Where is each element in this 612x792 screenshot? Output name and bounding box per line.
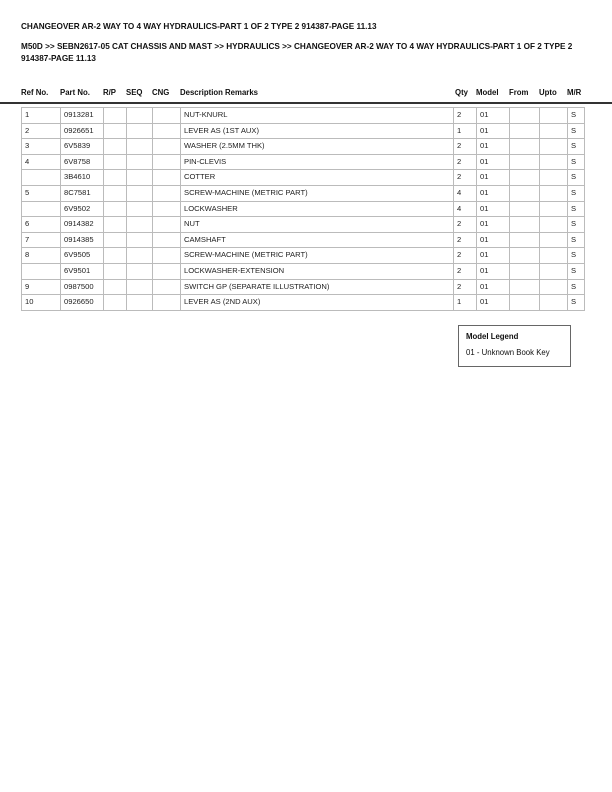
cell-mr: S — [568, 201, 585, 217]
cell-qty: 2 — [454, 139, 477, 155]
cell-part-no: 6V5839 — [61, 139, 104, 155]
parts-table — [21, 107, 585, 311]
cell-model: 01 — [477, 217, 510, 233]
cell-rp — [104, 263, 127, 279]
cell-qty: 2 — [454, 217, 477, 233]
cell-model: 01 — [477, 185, 510, 201]
cell-rp — [104, 201, 127, 217]
cell-description: SCREW-MACHINE (METRIC PART) — [181, 185, 454, 201]
cell-rp — [104, 248, 127, 264]
table-row — [22, 263, 585, 279]
cell-ref-no: 6 — [22, 217, 61, 233]
cell-cng — [153, 217, 181, 233]
cell-qty: 2 — [454, 248, 477, 264]
cell-rp — [104, 154, 127, 170]
cell-from — [510, 170, 540, 186]
cell-description: LOCKWASHER — [181, 201, 454, 217]
cell-mr: S — [568, 263, 585, 279]
cell-mr: S — [568, 108, 585, 124]
column-header-from: From — [509, 88, 529, 97]
table-row — [22, 139, 585, 155]
cell-cng — [153, 154, 181, 170]
cell-upto — [540, 154, 568, 170]
cell-part-no: 0987500 — [61, 279, 104, 295]
cell-mr: S — [568, 217, 585, 233]
cell-from — [510, 217, 540, 233]
cell-qty: 4 — [454, 185, 477, 201]
cell-qty: 2 — [454, 263, 477, 279]
legend-title: Model Legend — [466, 332, 519, 341]
cell-part-no: 0914385 — [61, 232, 104, 248]
column-header-ref-no: Ref No. — [21, 88, 49, 97]
cell-from — [510, 108, 540, 124]
cell-ref-no — [22, 201, 61, 217]
cell-seq — [127, 123, 153, 139]
cell-description: LEVER AS (2ND AUX) — [181, 295, 454, 311]
column-header-part-no: Part No. — [60, 88, 90, 97]
cell-rp — [104, 108, 127, 124]
cell-model: 01 — [477, 295, 510, 311]
cell-upto — [540, 123, 568, 139]
cell-from — [510, 201, 540, 217]
cell-rp — [104, 185, 127, 201]
cell-mr: S — [568, 232, 585, 248]
cell-model: 01 — [477, 123, 510, 139]
cell-from — [510, 295, 540, 311]
cell-model: 01 — [477, 139, 510, 155]
cell-description: NUT-KNURL — [181, 108, 454, 124]
cell-part-no: 6V9502 — [61, 201, 104, 217]
cell-model: 01 — [477, 263, 510, 279]
cell-part-no: 0914382 — [61, 217, 104, 233]
cell-ref-no — [22, 263, 61, 279]
legend-entry: 01 - Unknown Book Key — [466, 348, 550, 357]
table-row — [22, 232, 585, 248]
cell-ref-no: 5 — [22, 185, 61, 201]
cell-cng — [153, 232, 181, 248]
cell-seq — [127, 217, 153, 233]
cell-qty: 1 — [454, 123, 477, 139]
cell-upto — [540, 295, 568, 311]
cell-ref-no: 10 — [22, 295, 61, 311]
cell-upto — [540, 248, 568, 264]
cell-qty: 2 — [454, 154, 477, 170]
cell-model: 01 — [477, 108, 510, 124]
cell-from — [510, 248, 540, 264]
cell-mr: S — [568, 248, 585, 264]
cell-qty: 2 — [454, 232, 477, 248]
cell-mr: S — [568, 279, 585, 295]
cell-qty: 2 — [454, 108, 477, 124]
column-header-upto: Upto — [539, 88, 557, 97]
cell-part-no: 0913281 — [61, 108, 104, 124]
cell-model: 01 — [477, 279, 510, 295]
header-divider — [0, 102, 612, 104]
cell-cng — [153, 108, 181, 124]
cell-description: SWITCH GP (SEPARATE ILLUSTRATION) — [181, 279, 454, 295]
cell-ref-no — [22, 170, 61, 186]
cell-seq — [127, 232, 153, 248]
table-row — [22, 217, 585, 233]
model-legend — [458, 325, 571, 367]
cell-part-no: 0926651 — [61, 123, 104, 139]
cell-seq — [127, 279, 153, 295]
cell-part-no: 6V9505 — [61, 248, 104, 264]
cell-cng — [153, 123, 181, 139]
cell-ref-no: 4 — [22, 154, 61, 170]
cell-model: 01 — [477, 154, 510, 170]
cell-mr: S — [568, 295, 585, 311]
cell-cng — [153, 185, 181, 201]
cell-qty: 1 — [454, 295, 477, 311]
cell-from — [510, 123, 540, 139]
breadcrumb: M50D >> SEBN2617-05 CAT CHASSIS AND MAST >> HYDRAULICS >> CHANGEOVER AR-2 WAY TO 4 WAY HYDRAULICS-PART 1 OF 2 TYPE 2 914387-PAGE 11.13 — [21, 42, 573, 63]
column-header-cng: CNG — [152, 88, 170, 97]
cell-mr: S — [568, 139, 585, 155]
cell-upto — [540, 108, 568, 124]
cell-rp — [104, 295, 127, 311]
cell-seq — [127, 139, 153, 155]
cell-rp — [104, 123, 127, 139]
table-row — [22, 108, 585, 124]
cell-rp — [104, 217, 127, 233]
table-row — [22, 154, 585, 170]
table-row — [22, 279, 585, 295]
cell-mr: S — [568, 185, 585, 201]
column-header-qty: Qty — [455, 88, 468, 97]
cell-cng — [153, 201, 181, 217]
cell-upto — [540, 217, 568, 233]
cell-mr: S — [568, 154, 585, 170]
cell-upto — [540, 139, 568, 155]
cell-cng — [153, 248, 181, 264]
cell-cng — [153, 295, 181, 311]
cell-seq — [127, 108, 153, 124]
cell-description: COTTER — [181, 170, 454, 186]
cell-model: 01 — [477, 232, 510, 248]
cell-part-no: 3B4610 — [61, 170, 104, 186]
cell-rp — [104, 139, 127, 155]
page-title: CHANGEOVER AR-2 WAY TO 4 WAY HYDRAULICS-PART 1 OF 2 TYPE 2 914387-PAGE 11.13 — [21, 22, 377, 31]
cell-from — [510, 139, 540, 155]
cell-part-no: 6V8758 — [61, 154, 104, 170]
cell-from — [510, 154, 540, 170]
cell-qty: 2 — [454, 279, 477, 295]
cell-rp — [104, 170, 127, 186]
cell-upto — [540, 263, 568, 279]
cell-upto — [540, 170, 568, 186]
cell-model: 01 — [477, 201, 510, 217]
column-header-rp: R/P — [103, 88, 116, 97]
cell-description: LOCKWASHER-EXTENSION — [181, 263, 454, 279]
cell-from — [510, 232, 540, 248]
cell-part-no: 6V9501 — [61, 263, 104, 279]
table-row — [22, 170, 585, 186]
cell-cng — [153, 263, 181, 279]
column-header-model: Model — [476, 88, 499, 97]
table-row — [22, 123, 585, 139]
cell-description: NUT — [181, 217, 454, 233]
cell-seq — [127, 154, 153, 170]
cell-from — [510, 185, 540, 201]
cell-rp — [104, 279, 127, 295]
cell-from — [510, 263, 540, 279]
table-row — [22, 295, 585, 311]
column-header-seq: SEQ — [126, 88, 143, 97]
cell-part-no: 0926650 — [61, 295, 104, 311]
cell-upto — [540, 279, 568, 295]
cell-seq — [127, 201, 153, 217]
cell-description: CAMSHAFT — [181, 232, 454, 248]
cell-qty: 2 — [454, 170, 477, 186]
table-row — [22, 201, 585, 217]
cell-ref-no: 7 — [22, 232, 61, 248]
cell-upto — [540, 232, 568, 248]
cell-upto — [540, 201, 568, 217]
cell-ref-no: 9 — [22, 279, 61, 295]
table-row — [22, 248, 585, 264]
cell-upto — [540, 185, 568, 201]
cell-model: 01 — [477, 248, 510, 264]
cell-part-no: 8C7581 — [61, 185, 104, 201]
column-header-description: Description Remarks — [180, 88, 258, 97]
cell-seq — [127, 170, 153, 186]
cell-ref-no: 8 — [22, 248, 61, 264]
cell-ref-no: 1 — [22, 108, 61, 124]
cell-rp — [104, 232, 127, 248]
cell-seq — [127, 295, 153, 311]
cell-from — [510, 279, 540, 295]
cell-qty: 4 — [454, 201, 477, 217]
cell-ref-no: 3 — [22, 139, 61, 155]
cell-seq — [127, 248, 153, 264]
column-header-mr: M/R — [567, 88, 582, 97]
cell-ref-no: 2 — [22, 123, 61, 139]
cell-description: LEVER AS (1ST AUX) — [181, 123, 454, 139]
cell-description: WASHER (2.5MM THK) — [181, 139, 454, 155]
cell-seq — [127, 185, 153, 201]
cell-description: PIN-CLEVIS — [181, 154, 454, 170]
cell-cng — [153, 139, 181, 155]
cell-cng — [153, 279, 181, 295]
cell-seq — [127, 263, 153, 279]
cell-mr: S — [568, 170, 585, 186]
cell-description: SCREW-MACHINE (METRIC PART) — [181, 248, 454, 264]
table-row — [22, 185, 585, 201]
cell-mr: S — [568, 123, 585, 139]
cell-model: 01 — [477, 170, 510, 186]
cell-cng — [153, 170, 181, 186]
